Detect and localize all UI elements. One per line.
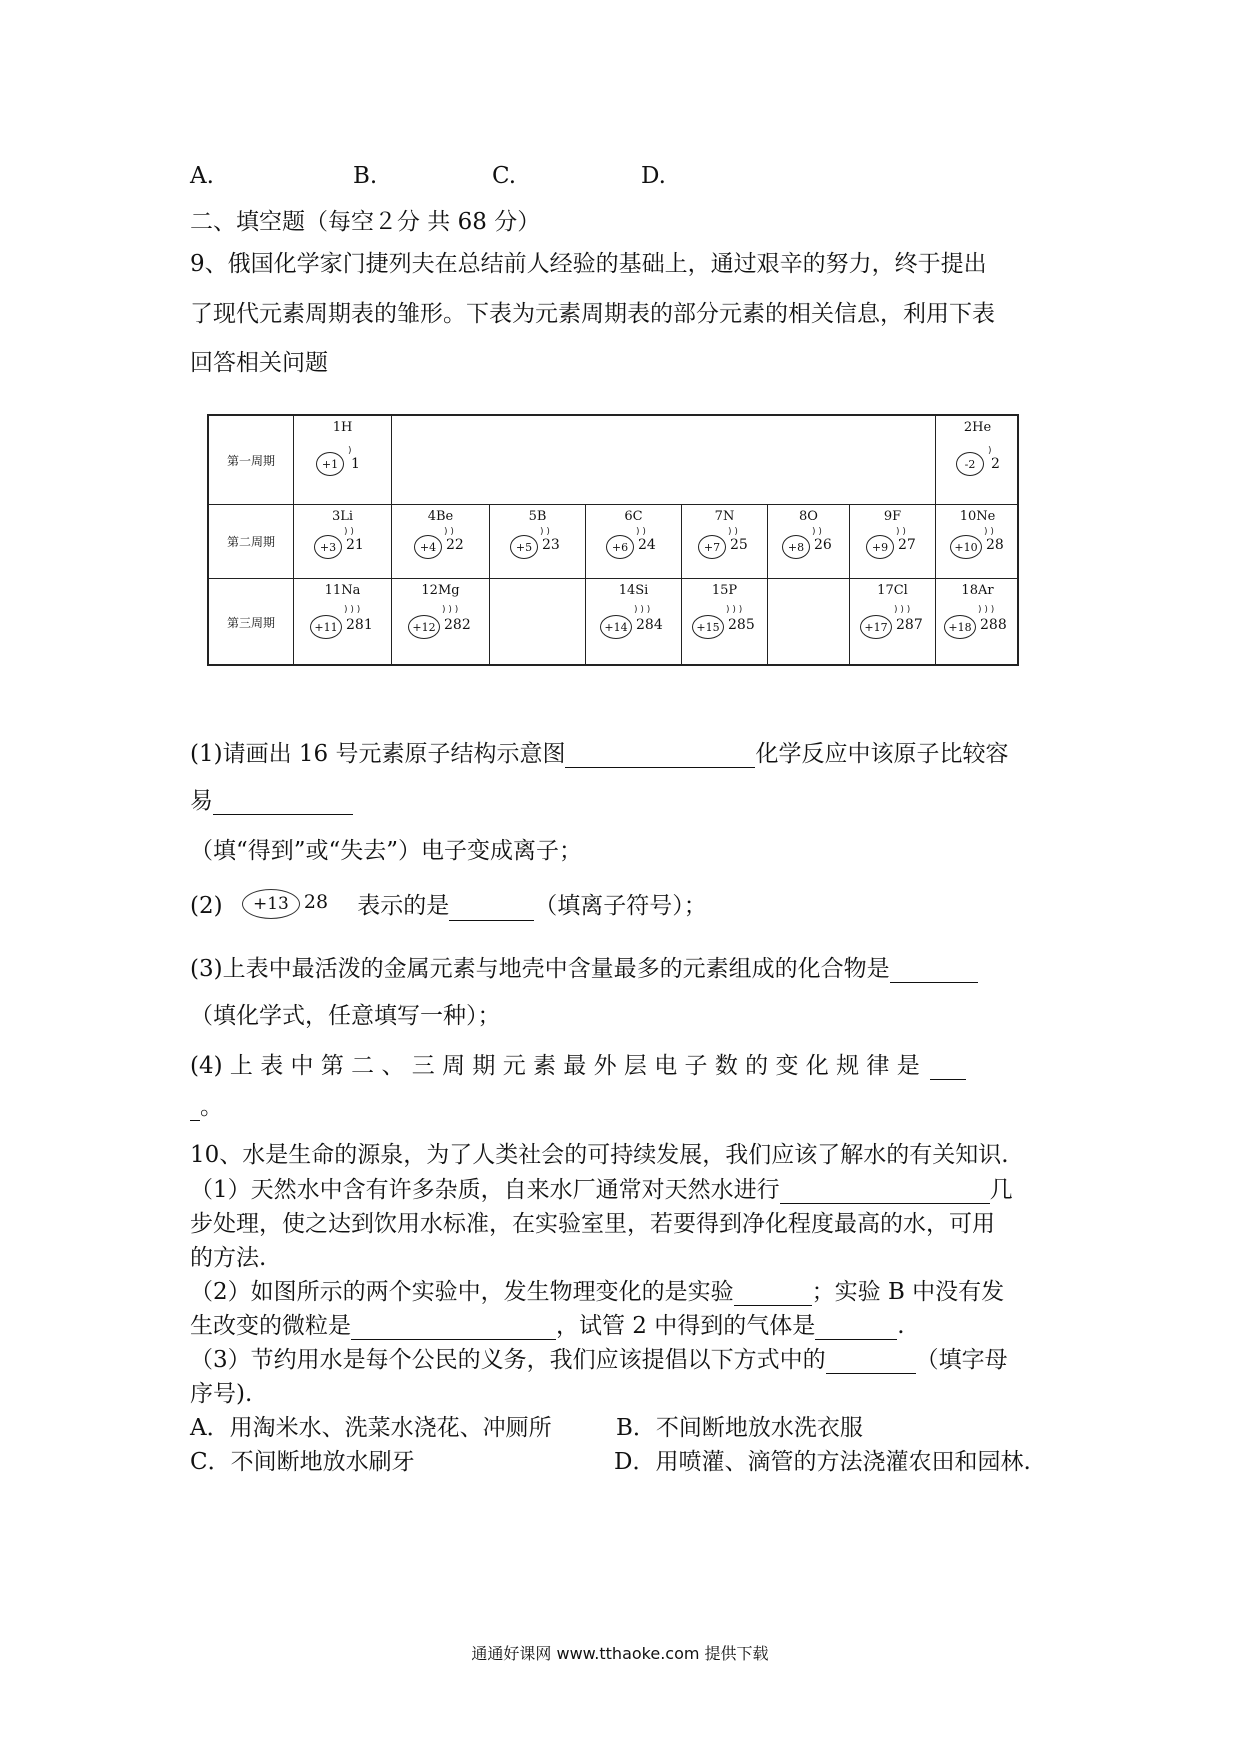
electron-shells: 284: [636, 617, 663, 633]
element-cell-f: [849, 504, 935, 578]
q10-part2-text-a: （2）如图所示的两个实验中，发生物理变化的是实验: [190, 1279, 734, 1305]
electron-shells: 22: [446, 537, 464, 553]
shell-arcs: ) ): [344, 527, 354, 537]
electron-shells: 24: [638, 537, 656, 553]
row-label-period-1: 第一周期: [226, 453, 275, 468]
q10-part2-line2: [190, 1307, 905, 1340]
nucleus-circle: +18: [944, 615, 976, 639]
q9-part4: [190, 1047, 966, 1080]
q9-part4-end: 。: [200, 1094, 223, 1120]
q9-part1-cont: [190, 782, 353, 815]
nucleus-circle: +9: [866, 535, 894, 559]
element-cell-li: [293, 504, 391, 578]
answer-blank[interactable]: [213, 788, 353, 815]
shell-arcs: ) ) ): [978, 605, 995, 615]
element-symbol: 9F: [883, 509, 902, 524]
q10-part1-line2: 步处理，使之达到饮用水标准，在实验室里，若要得到净化程度最高的水，可用: [190, 1211, 995, 1237]
q9-part2-text: 表示的是: [357, 893, 450, 919]
answer-blank[interactable]: [449, 894, 534, 921]
element-cell-cl: [849, 578, 935, 666]
nucleus-circle: +17: [860, 615, 892, 639]
electron-shells: 2: [991, 456, 1000, 472]
nucleus-circle: +14: [600, 615, 632, 639]
element-symbol: 12Mg: [421, 583, 460, 598]
element-symbol: 6C: [624, 509, 643, 524]
shell-arcs: ) ): [812, 527, 822, 537]
electron-shells: 287: [896, 617, 923, 633]
q10-part1: [190, 1171, 1013, 1204]
shell-arcs: ) ): [728, 527, 738, 537]
element-symbol: 7N: [714, 509, 735, 524]
shell-arcs: ) ): [636, 527, 646, 537]
element-cell-n: [681, 504, 767, 578]
option-d: D.: [641, 163, 666, 189]
answer-blank[interactable]: [351, 1313, 556, 1340]
q9-part3-note: （填化学式，任意填写一种）；: [190, 1003, 501, 1029]
answer-blank[interactable]: [815, 1313, 897, 1340]
ion-nucleus: +13: [242, 889, 300, 919]
q9-part4-text: (4) 上 表 中 第 二 、 三 周 期 元 素 最 外 层 电 子 数 的 变 化 规 律 是: [190, 1053, 920, 1079]
empty-cell-al: [489, 578, 585, 666]
electron-shells: 282: [444, 617, 471, 633]
element-symbol: 8O: [799, 509, 818, 524]
answer-blank[interactable]: [565, 741, 755, 768]
q9-part3-text: (3)上表中最活泼的金属元素与地壳中含量最多的元素组成的化合物是: [190, 956, 890, 982]
element-symbol: 18Ar: [961, 583, 994, 598]
element-symbol: 3Li: [331, 509, 354, 524]
element-symbol: 17Cl: [877, 583, 908, 598]
nucleus-circle: +7: [698, 535, 726, 559]
shell-arcs: ) ): [444, 527, 454, 537]
q10-part2-text-d: ，试管 2 中得到的气体是: [556, 1313, 816, 1339]
option-a: A.: [190, 163, 214, 189]
q10-part3-line2: 序号).: [190, 1381, 253, 1407]
element-cell-c: [585, 504, 681, 578]
empty-cell-s: [767, 578, 849, 666]
periodic-table: [207, 414, 1019, 666]
electron-shells: 285: [728, 617, 755, 633]
answer-blank[interactable]: [826, 1347, 916, 1374]
q10-part1-line3: 的方法.: [190, 1245, 267, 1271]
q9-part2: [190, 887, 707, 921]
answer-blank[interactable]: [890, 956, 978, 983]
element-symbol: 4Be: [427, 509, 454, 524]
ion-structure-diagram: [230, 893, 350, 921]
nucleus-circle: +3: [314, 535, 342, 559]
q9-part1-text-a: (1)请画出 16 号元素原子结构示意图: [190, 741, 566, 767]
answer-blank[interactable]: [930, 1053, 966, 1080]
element-cell-h: [293, 416, 391, 504]
q9-part2-tail: （填离子符号）；: [534, 893, 707, 919]
element-symbol: 5B: [528, 509, 547, 524]
shell-arcs: ): [348, 446, 352, 456]
element-cell-ar: [935, 578, 1019, 666]
answer-blank[interactable]: [734, 1279, 812, 1306]
shell-arcs: ) ) ): [442, 605, 459, 615]
empty-span-cell: [391, 416, 935, 504]
element-cell-p: [681, 578, 767, 666]
shell-arcs: ) ) ): [344, 605, 361, 615]
electron-shells: 27: [898, 537, 916, 553]
element-symbol: 10Ne: [959, 509, 996, 524]
q10-option-c: C．不间断地放水刷牙: [190, 1449, 415, 1475]
electron-shells: 28: [986, 537, 1004, 553]
electron-shells: 26: [814, 537, 832, 553]
electron-shells: 1: [351, 456, 360, 472]
q10-part3: [190, 1341, 1008, 1374]
q9-line-2: 了现代元素周期表的雏形。下表为元素周期表的部分元素的相关信息，利用下表: [190, 301, 995, 327]
element-cell-b: [489, 504, 585, 578]
element-cell-be: [391, 504, 489, 578]
nucleus-circle: +4: [414, 535, 442, 559]
q10-part2: [190, 1273, 1004, 1306]
q9-part1: [190, 735, 1008, 768]
nucleus-circle: -2: [956, 452, 984, 476]
q10-part1-text-b: 几: [989, 1177, 1013, 1203]
q9-part1-text-c: 易: [190, 788, 213, 814]
section-title: 二、填空题（每空２分 共 68 分）: [190, 209, 541, 235]
nucleus-circle: +12: [408, 615, 440, 639]
page-footer: 通通好课网 www.tthaoke.com 提供下载: [471, 1644, 769, 1663]
ion-shells: 28: [303, 891, 329, 913]
q9-part1-note: （填“得到”或“失去”）电子变成离子；: [190, 838, 583, 864]
q10-part1-text-a: （1）天然水中含有许多杂质，自来水厂通常对天然水进行: [190, 1177, 780, 1203]
q10-part2-text-b: ；实验 B 中没有发: [811, 1279, 1005, 1305]
nucleus-circle: +5: [510, 535, 538, 559]
element-cell-si: [585, 578, 681, 666]
q10-part3-text-a: （3）节约用水是每个公民的义务，我们应该提倡以下方式中的: [190, 1347, 826, 1373]
answer-blank[interactable]: [780, 1177, 990, 1204]
element-symbol: 11Na: [324, 583, 361, 598]
nucleus-circle: +1: [316, 452, 344, 476]
q9-line-3: 回答相关问题: [190, 350, 328, 376]
shell-arcs: ) ) ): [634, 605, 651, 615]
q10-part2-text-e: .: [897, 1313, 905, 1339]
element-symbol: 1H: [332, 420, 353, 435]
shell-arcs: ): [988, 446, 992, 456]
element-cell-ne: [935, 504, 1019, 578]
electron-shells: 281: [346, 617, 373, 633]
q9-part1-text-b: 化学反应中该原子比较容: [755, 741, 1009, 767]
q10-part3-text-b: （填字母: [915, 1347, 1008, 1373]
nucleus-circle: +6: [606, 535, 634, 559]
option-b: B.: [353, 163, 378, 189]
shell-arcs: ) ): [896, 527, 906, 537]
row-label-period-3: 第三周期: [209, 578, 293, 666]
q10-line-1: 10、水是生命的源泉，为了人类社会的可持续发展，我们应该了解水的有关知识.: [190, 1142, 1009, 1168]
element-cell-he: [935, 416, 1019, 504]
element-symbol: 14Si: [618, 583, 649, 598]
electron-shells: 288: [980, 617, 1007, 633]
shell-arcs: ) ) ): [726, 605, 743, 615]
nucleus-circle: +15: [692, 615, 724, 639]
electron-shells: 23: [542, 537, 560, 553]
q9-part3: [190, 950, 978, 983]
electron-shells: 21: [346, 537, 364, 553]
answer-blank[interactable]: [190, 1094, 200, 1121]
nucleus-circle: +11: [310, 615, 342, 639]
q10-option-d: D．用喷灌、滴管的方法浇灌农田和园林.: [614, 1449, 1031, 1475]
q9-part4-cont: [190, 1088, 223, 1121]
element-cell-o: [767, 504, 849, 578]
element-cell-na: [293, 578, 391, 666]
nucleus-circle: +10: [950, 535, 982, 559]
electron-shells: 25: [730, 537, 748, 553]
nucleus-circle: +8: [782, 535, 810, 559]
q10-option-b: B．不间断地放水洗衣服: [616, 1415, 863, 1441]
shell-arcs: ) ): [984, 527, 994, 537]
shell-arcs: ) ): [540, 527, 550, 537]
element-symbol: 15P: [711, 583, 738, 598]
element-cell-mg: [391, 578, 489, 666]
option-c: C.: [492, 163, 517, 189]
shell-arcs: ) ) ): [894, 605, 911, 615]
q10-part2-text-c: 生改变的微粒是: [190, 1313, 351, 1339]
q9-part2-num: (2): [190, 893, 223, 919]
q9-line-1: 9、俄国化学家门捷列夫在总结前人经验的基础上，通过艰辛的努力，终于提出: [190, 251, 987, 277]
q10-option-a: A．用淘米水、洗菜水浇花、冲厕所: [190, 1415, 552, 1441]
row-label-period-2: 第二周期: [209, 504, 293, 578]
element-symbol: 2He: [963, 420, 992, 435]
